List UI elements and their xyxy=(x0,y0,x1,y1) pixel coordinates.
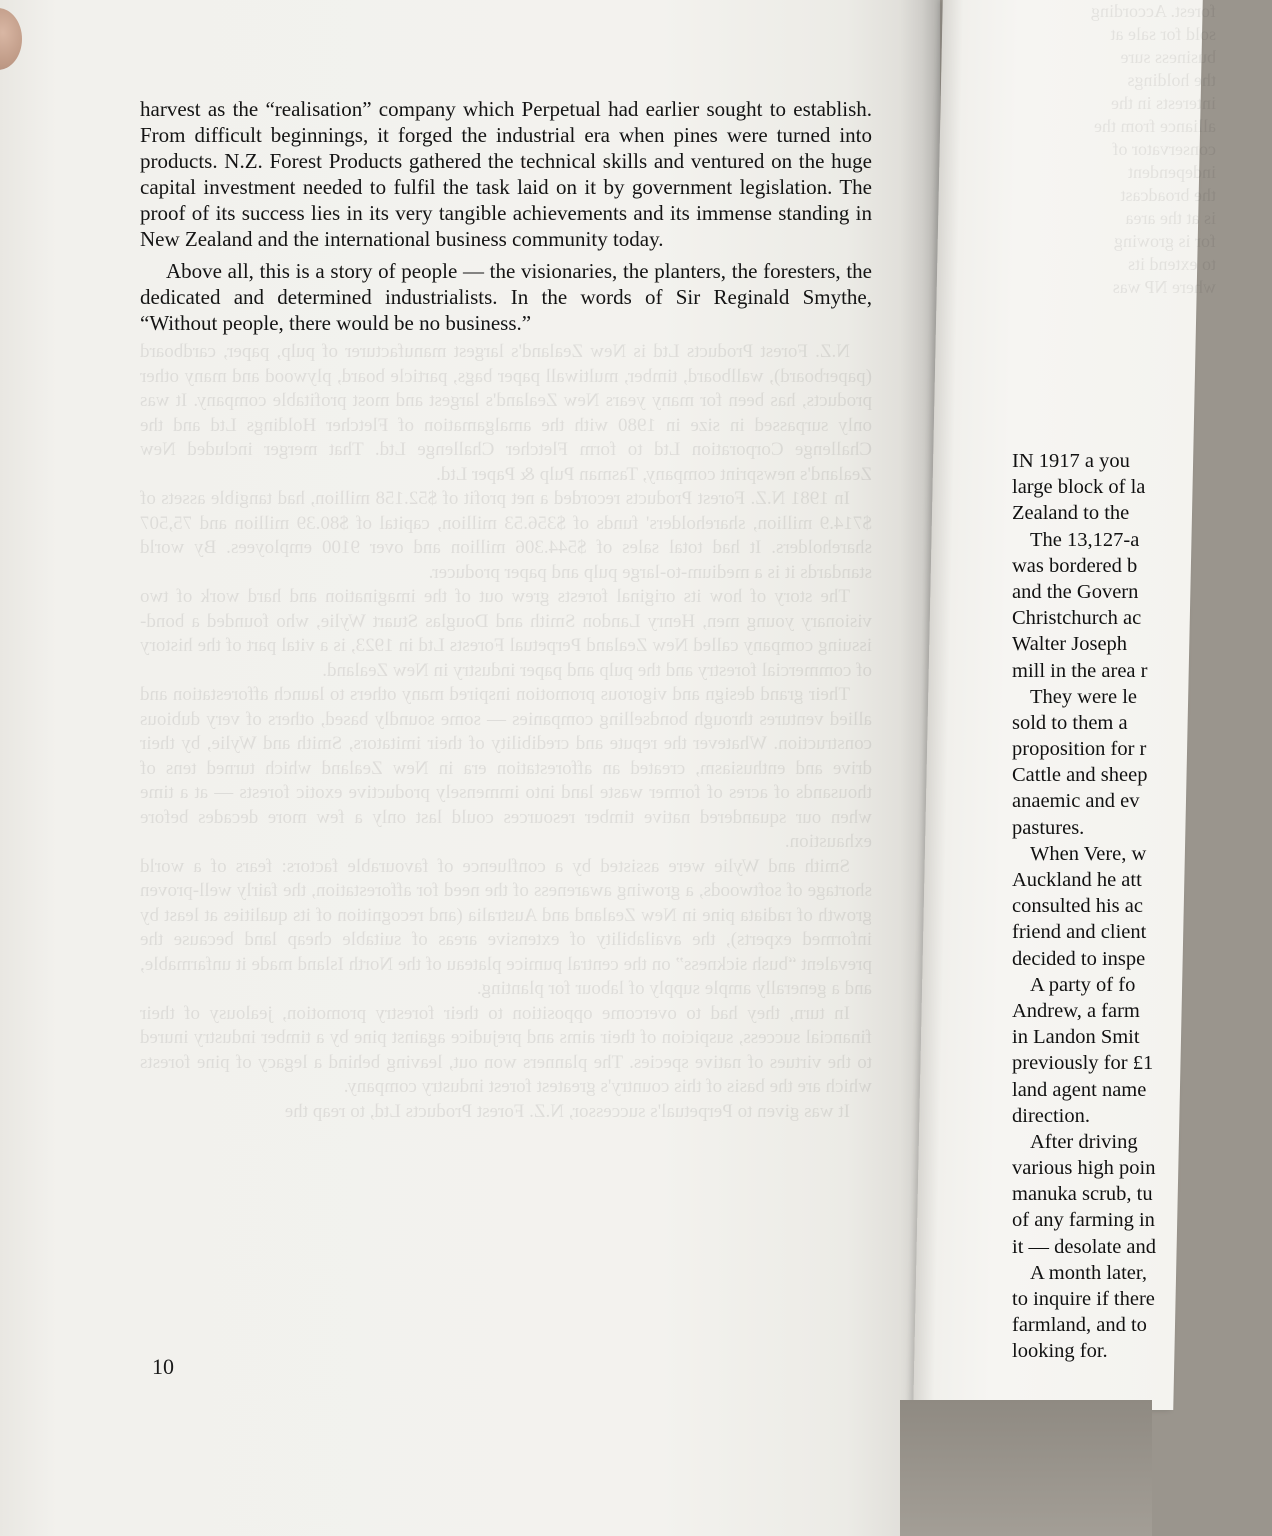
right-page-line: land agent name xyxy=(1012,1078,1147,1101)
paragraph-1: harvest as the “realisation” company which Perpetual had earlier sought to establish. From difficult beginnings, it forged the industrial era when pines were turned into products. N.Z. Forest Products gathered the technical skills and ventured on the huge capital investment needed to fulfil the task laid on it by government legislation. The proof of its success lies in its very tangible achievements and its immense standing in New Zealand and the international business community today. xyxy=(140,97,872,251)
right-page-line: various high poin xyxy=(1012,1157,1156,1180)
paragraph-2: Above all, this is a story of people — the visionaries, the planters, the foresters, the dedicated and determined industrialists. In the words of Sir Reginald Smythe, “Without people, there would be no business.” xyxy=(140,259,872,335)
bleed-line: for is growing xyxy=(1114,231,1216,251)
page-number: 10 xyxy=(152,1354,174,1379)
right-page-line: and the Govern xyxy=(1012,580,1139,603)
right-page-line: was bordered b xyxy=(1012,554,1138,577)
right-page-line: After driving xyxy=(1030,1130,1138,1153)
book-edge xyxy=(900,1400,1152,1536)
right-page-bleed-through xyxy=(1016,0,1216,299)
right-page-line: farmland, and to xyxy=(1012,1314,1147,1337)
bleed-line: is at the area xyxy=(1125,208,1216,228)
right-page-body xyxy=(1012,448,1272,1365)
bleed-line: independent xyxy=(1128,162,1216,182)
bleed-line: the holdings xyxy=(1127,70,1216,90)
bleed-paragraph: In 1981 N.Z. Forest Products recorded a net profit of $52.158 million, had tangible assets of $714.9 million, shareholders' funds of $356.53 million, capital of $80.39 million and 75,507 shareholders. It had total sales of $544.306 million and over 9100 employees. By world standards it is a medium-to-large pulp and paper producer. xyxy=(140,488,872,583)
bleed-line: forest. According xyxy=(1091,1,1216,21)
right-page-line: decided to inspe xyxy=(1012,947,1146,970)
bleed-line: where NP was xyxy=(1112,277,1216,297)
right-page-line: A party of fo xyxy=(1030,973,1136,996)
left-page-body xyxy=(140,96,872,336)
right-page-line: The 13,127-a xyxy=(1030,528,1140,551)
right-page-line: Christchurch ac xyxy=(1012,607,1142,630)
bleed-paragraph: N.Z. Forest Products Ltd is New Zealand's largest manufacturer of pulp, paper, cardboard (paperboard), wallboard, timber, multiwall paper bags, particle board, plywood and many other products, has been for many years New Zealand's largest and most profitable company. It was only surpassed in size in 1980 with the amalgamation of Fletcher Holdings Ltd and the Challenge Corporation Ltd to form Fletcher Challenge Ltd. That merger included New Zealand's newsprint company, Tasman Pulp & Paper Ltd. xyxy=(140,341,872,485)
right-page-line: consulted his ac xyxy=(1012,895,1143,918)
right-page-line: manuka scrub, tu xyxy=(1012,1183,1153,1206)
right-page-line: Andrew, a farm xyxy=(1012,999,1140,1022)
bleed-paragraph: The story of how its original forests grew out of the imagination and hard work of two visionary young men, Henry Landon Smith and Douglas Stuart Wylie, who founded a bond-issuing company called New Zealand Perpetual Forests Ltd in 1923, is a vital part of the history of commercial forestry and the pulp and paper industry in New Zealand. xyxy=(140,586,872,681)
right-page-line: sold to them a xyxy=(1012,711,1128,734)
right-page-line: Walter Joseph xyxy=(1012,633,1128,656)
right-page-line: friend and client xyxy=(1012,921,1147,944)
right-page-line: A month later, xyxy=(1030,1261,1148,1284)
right-page-line: to inquire if there xyxy=(1012,1288,1155,1310)
right-page-line: previously for £1 xyxy=(1012,1052,1154,1075)
right-page-line: Auckland he att xyxy=(1012,869,1142,891)
bleed-line: to extend its xyxy=(1128,254,1216,274)
right-page-line: proposition for r xyxy=(1012,738,1147,761)
right-page-line: it — desolate and xyxy=(1012,1235,1157,1258)
right-page-line: Zealand to the xyxy=(1012,502,1130,525)
bleed-line: interests in the xyxy=(1111,93,1216,113)
right-page-line: large block of la xyxy=(1012,476,1146,499)
right-page-line: direction. xyxy=(1012,1104,1090,1127)
bleed-line: business sure xyxy=(1120,47,1216,67)
bleed-paragraph: Smith and Wylie were assisted by a confluence of favourable factors: fears of a world shortage of softwoods, a growing awareness of the need for afforestation, the fairly well-proven growth of radiata pine in New Zealand and Australia (and recognition of its qualities at least by informed experts), the availability of extensive areas of suitable cheap land because the prevalent “bush sickness” on the central pumice plateau of the North Island made it unfarmable, and a generally ample supply of labour for planting. xyxy=(140,855,872,999)
bleed-line: alliance from the xyxy=(1094,116,1216,136)
right-page-line: of any farming in xyxy=(1012,1209,1155,1232)
bleed-line: the broadcast xyxy=(1120,185,1216,205)
right-page-line: When Vere, w xyxy=(1030,842,1147,865)
right-page-line: looking for. xyxy=(1012,1340,1108,1363)
right-page-line: Cattle and sheep xyxy=(1012,764,1148,787)
right-page-line: in Landon Smit xyxy=(1012,1026,1140,1049)
bleed-line: sold for sale at xyxy=(1110,24,1216,44)
right-page-line: mill in the area r xyxy=(1012,659,1148,682)
bleed-paragraph: In turn, they had to overcome opposition to their forestry promotion, jealousy of their financial success, suspicion of their aims and prejudice against pine by a timber industry inured to the virtues of native species. The planners won out, leaving behind a legacy of pine forests which are the basis of this country's greatest forest industry company. xyxy=(140,1002,872,1097)
right-page-line: anaemic and ev xyxy=(1012,790,1140,813)
right-page-line: They were le xyxy=(1030,685,1137,708)
right-page-line: pastures. xyxy=(1012,816,1085,839)
bleed-paragraph: Their grand design and vigorous promotion inspired many others to launch afforestation and allied ventures through bondselling companies — some soundly based, others of very dubious construction. Whatever the repute and credibility of their imitators, Smith and Wylie, by their drive and enthusiasm, created an afforestation era in New Zealand which turned tens of thousands of acres of former waste land into immensely productive exotic forests — at a time when our squandered native timber resources could last only a few more decades before exhaustion. xyxy=(140,684,872,852)
left-page-bleed-through xyxy=(140,340,872,1124)
bleed-line: conservator of xyxy=(1112,139,1216,159)
right-page-line: IN 1917 a you xyxy=(1012,450,1130,472)
bleed-paragraph: It was given to Perpetual's successor, N.Z. Forest Products Ltd, to reap the xyxy=(284,1100,850,1122)
